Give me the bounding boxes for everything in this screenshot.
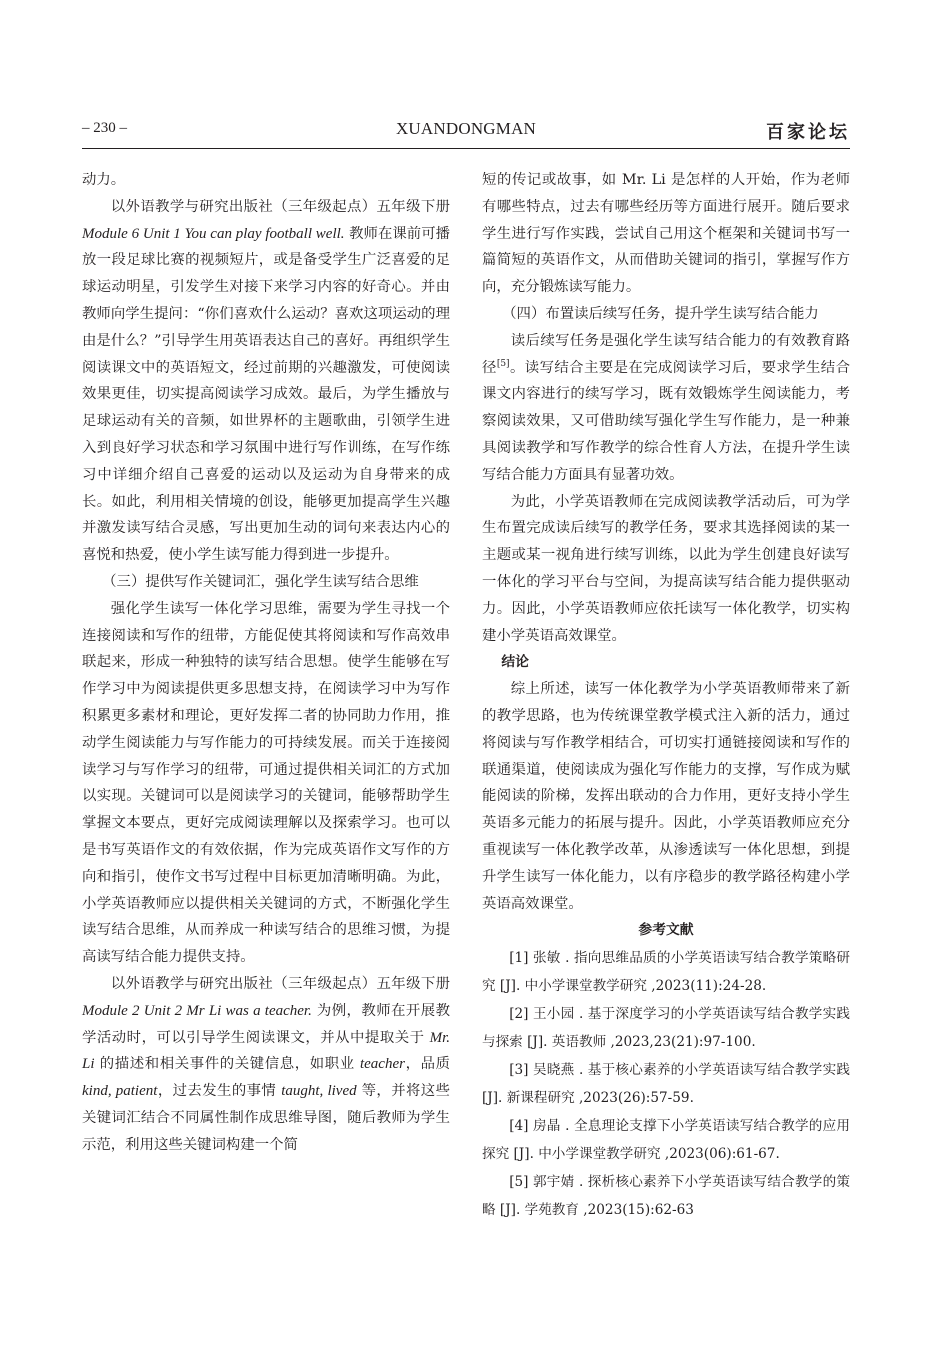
magazine-title: XUANDONGMAN — [395, 119, 537, 138]
reference-item: [2] 王小园 . 基于深度学习的小学英语读写结合教学实践与探索 [J]. 英语教师 ,2023,23(21):97-100. — [482, 1006, 850, 1051]
lesson-title: Module 2 Unit 2 Mr Li was a teacher. — [82, 1002, 312, 1019]
paragraph-continuation: 短的传记或故事，如 Mr. Li 是怎样的人开始，作为老师有哪些特点，过去有哪些经历等方面进行展开。随后要求学生进行写作实践，尝试自己用这个框架和关键词书写一篇简短的英语作文，从而借助关键词的指引，掌握写作方向，充分锻炼读写能力。 — [482, 172, 850, 296]
paragraph-keywords: 强化学生读写一体化学习思维，需要为学生寻找一个连接阅读和写作的纽带，方能促使其将阅读和写作高效串联起来，形成一种独特的读写结合思想。使学生能够在写作学习中为阅读提供更多思想支持，在阅读学习中为写作积累更多素材和理论，更好发挥二者的协同助力作用，推动学生阅读能力与写作能力的可持续发展。而关于连接阅读学习与写作学习的纽带，可通过提供相关词汇的方式加以实现。关键词可以是阅读学习的关键词，能够帮助学生掌握文本要点，更好完成阅读理解以及探索学习。也可以是书写英语作文的有效依据，作为完成英语作文写作的方向和指引，使作文书写过程中目标更加清晰明确。为此，小学英语教师应以提供相关关键词的方式，不断强化学生读写结合思维，从而养成一种读写结合的思维习惯，为提高读写结合能力提供支持。 — [82, 600, 450, 966]
text-run: 读后续写任务是强化学生读写结合能力的有效教育路径 — [482, 332, 850, 376]
paragraph-mrli-example — [82, 971, 450, 1159]
text-run: 以外语教学与研究出版社（三年级起点）五年级下册 — [110, 198, 450, 215]
paragraph-continuation: 动力。 — [82, 172, 126, 188]
reference-item: [5] 郭宇婧 . 探析核心素养下小学英语读写结合教学的策略 [J]. 学苑教育 ,2023(15):62-63 — [482, 1174, 850, 1219]
subheading-keywords: （三）提供写作关键词汇，强化学生读写结合思维 — [102, 573, 419, 590]
paragraph-conclusion: 综上所述，读写一体化教学为小学英语教师带来了新的教学思路，也为传统课堂教学模式注入新的活力，通过将阅读与写作教学相结合，可切实打通链接阅读和写作的联通渠道，使阅读成为强化写作能力的支撑，写作成为赋能阅读的阶梯，发挥出联动的合力作用，更好支持小学生英语多元能力的拓展与提升。因此，小学英语教师应充分重视读写一体化教学改革，从渗透读写一体化思想，到提升学生读写一体化能力，以有序稳步的教学路径构建小学英语高效课堂。 — [482, 681, 850, 912]
text-run: 为例，教师在开展教学活动时，可以引导学生阅读课文，并从中提取关于 — [82, 1002, 450, 1046]
keyword: kind, patient — [82, 1083, 158, 1100]
text-run: 。读写结合主要是在完成阅读学习后，要求学生结合课文内容进行的续写学习，既有效锻炼学生阅读能力，考察阅读效果，又可借助续写强化学生写作能力，是一种兼具阅读教学和写作教学的综合性育人方法，在提升学生读写结合能力方面具有显著功效。 — [482, 359, 850, 483]
left-column — [82, 167, 450, 1158]
right-column — [482, 167, 850, 1224]
references-heading: 参考文献 — [638, 922, 694, 939]
text-run: 以外语教学与研究出版社（三年级起点）五年级下册 — [110, 975, 450, 992]
keyword: Mr. Li — [82, 1029, 450, 1073]
reference-item: [4] 房晶 . 全息理论支撑下小学英语读写结合教学的应用探究 [J]. 中小学课堂教学研究 ,2023(06):61-67. — [482, 1118, 850, 1163]
text-run: ，品质 — [404, 1056, 450, 1073]
text-run: 等，并将这些关键词汇结合不同属性制作成思维导图，随后教师为学生示范，利用这些关键词构建一个简 — [82, 1083, 451, 1153]
page-header — [82, 118, 850, 144]
page-number: – 230 – — [82, 120, 127, 136]
conclusion-heading: 结论 — [501, 654, 529, 671]
keyword: taught, lived — [281, 1083, 357, 1100]
keyword: teacher — [359, 1056, 405, 1073]
reference-item: [3] 吴晓燕 . 基于核心素养的小学英语读写结合教学实践 [J]. 新课程研究 ,2023(26):57-59. — [482, 1062, 850, 1107]
header-rule — [82, 148, 850, 149]
citation-marker: [5] — [496, 358, 510, 369]
reference-item: [1] 张敏 . 指向思维品质的小学英语读写结合教学策略研究 [J]. 中小学课堂教学研究 ,2023(11):24-28. — [482, 950, 850, 995]
text-run: 教师在课前可播放一段足球比赛的视频短片，或是备受学生广泛喜爱的足球运动明星，引发学生对接下来学习内容的好奇心。并由教师向学生提问：“你们喜欢什么运动？喜欢这项运动的理由是什么？”引导学生用英语表达自己的喜好。再组织学生阅读课文中的英语短文，经过前期的兴趣激发，可使阅读效果更佳，切实提高阅读学习成效。最后，为学生播放与足球运动有关的音频，如世界杯的主题歌曲，引领学生进入到良好学习状态和学习氛围中进行写作训练，在写作练习中详细介绍自己喜爱的运动以及运动为自身带来的成长。如此，利用相关情境的创设，能够更加提高学生兴趣并激发读写结合灵感，写出更加生动的词句来表达内心的喜悦和热爱，使小学生读写能力得到进一步提升。 — [82, 225, 450, 564]
paragraph-teaching-task: 为此，小学英语教师在完成阅读教学活动后，可为学生布置完成读后续写的教学任务，要求其选择阅读的某一主题或某一视角进行续写训练，以此为学生创建良好读写一体化的学习平台与空间，为提高读写结合能力提供驱动力。因此，小学英语教师应依托读写一体化教学，切实构建小学英语高效课堂。 — [482, 493, 850, 644]
lesson-title: Module 6 Unit 1 You can play football well. — [82, 225, 345, 242]
text-run: ，过去发生的事情 — [157, 1083, 282, 1100]
text-run: 的描述和相关事件的关键信息，如职业 — [94, 1056, 360, 1073]
paragraph-football-example — [82, 194, 450, 569]
paragraph-continuation-writing — [482, 328, 850, 489]
section-title: 百家论坛 — [766, 122, 850, 143]
subheading-continuation-writing: （四）布置读后续写任务，提升学生读写结合能力 — [502, 305, 819, 322]
